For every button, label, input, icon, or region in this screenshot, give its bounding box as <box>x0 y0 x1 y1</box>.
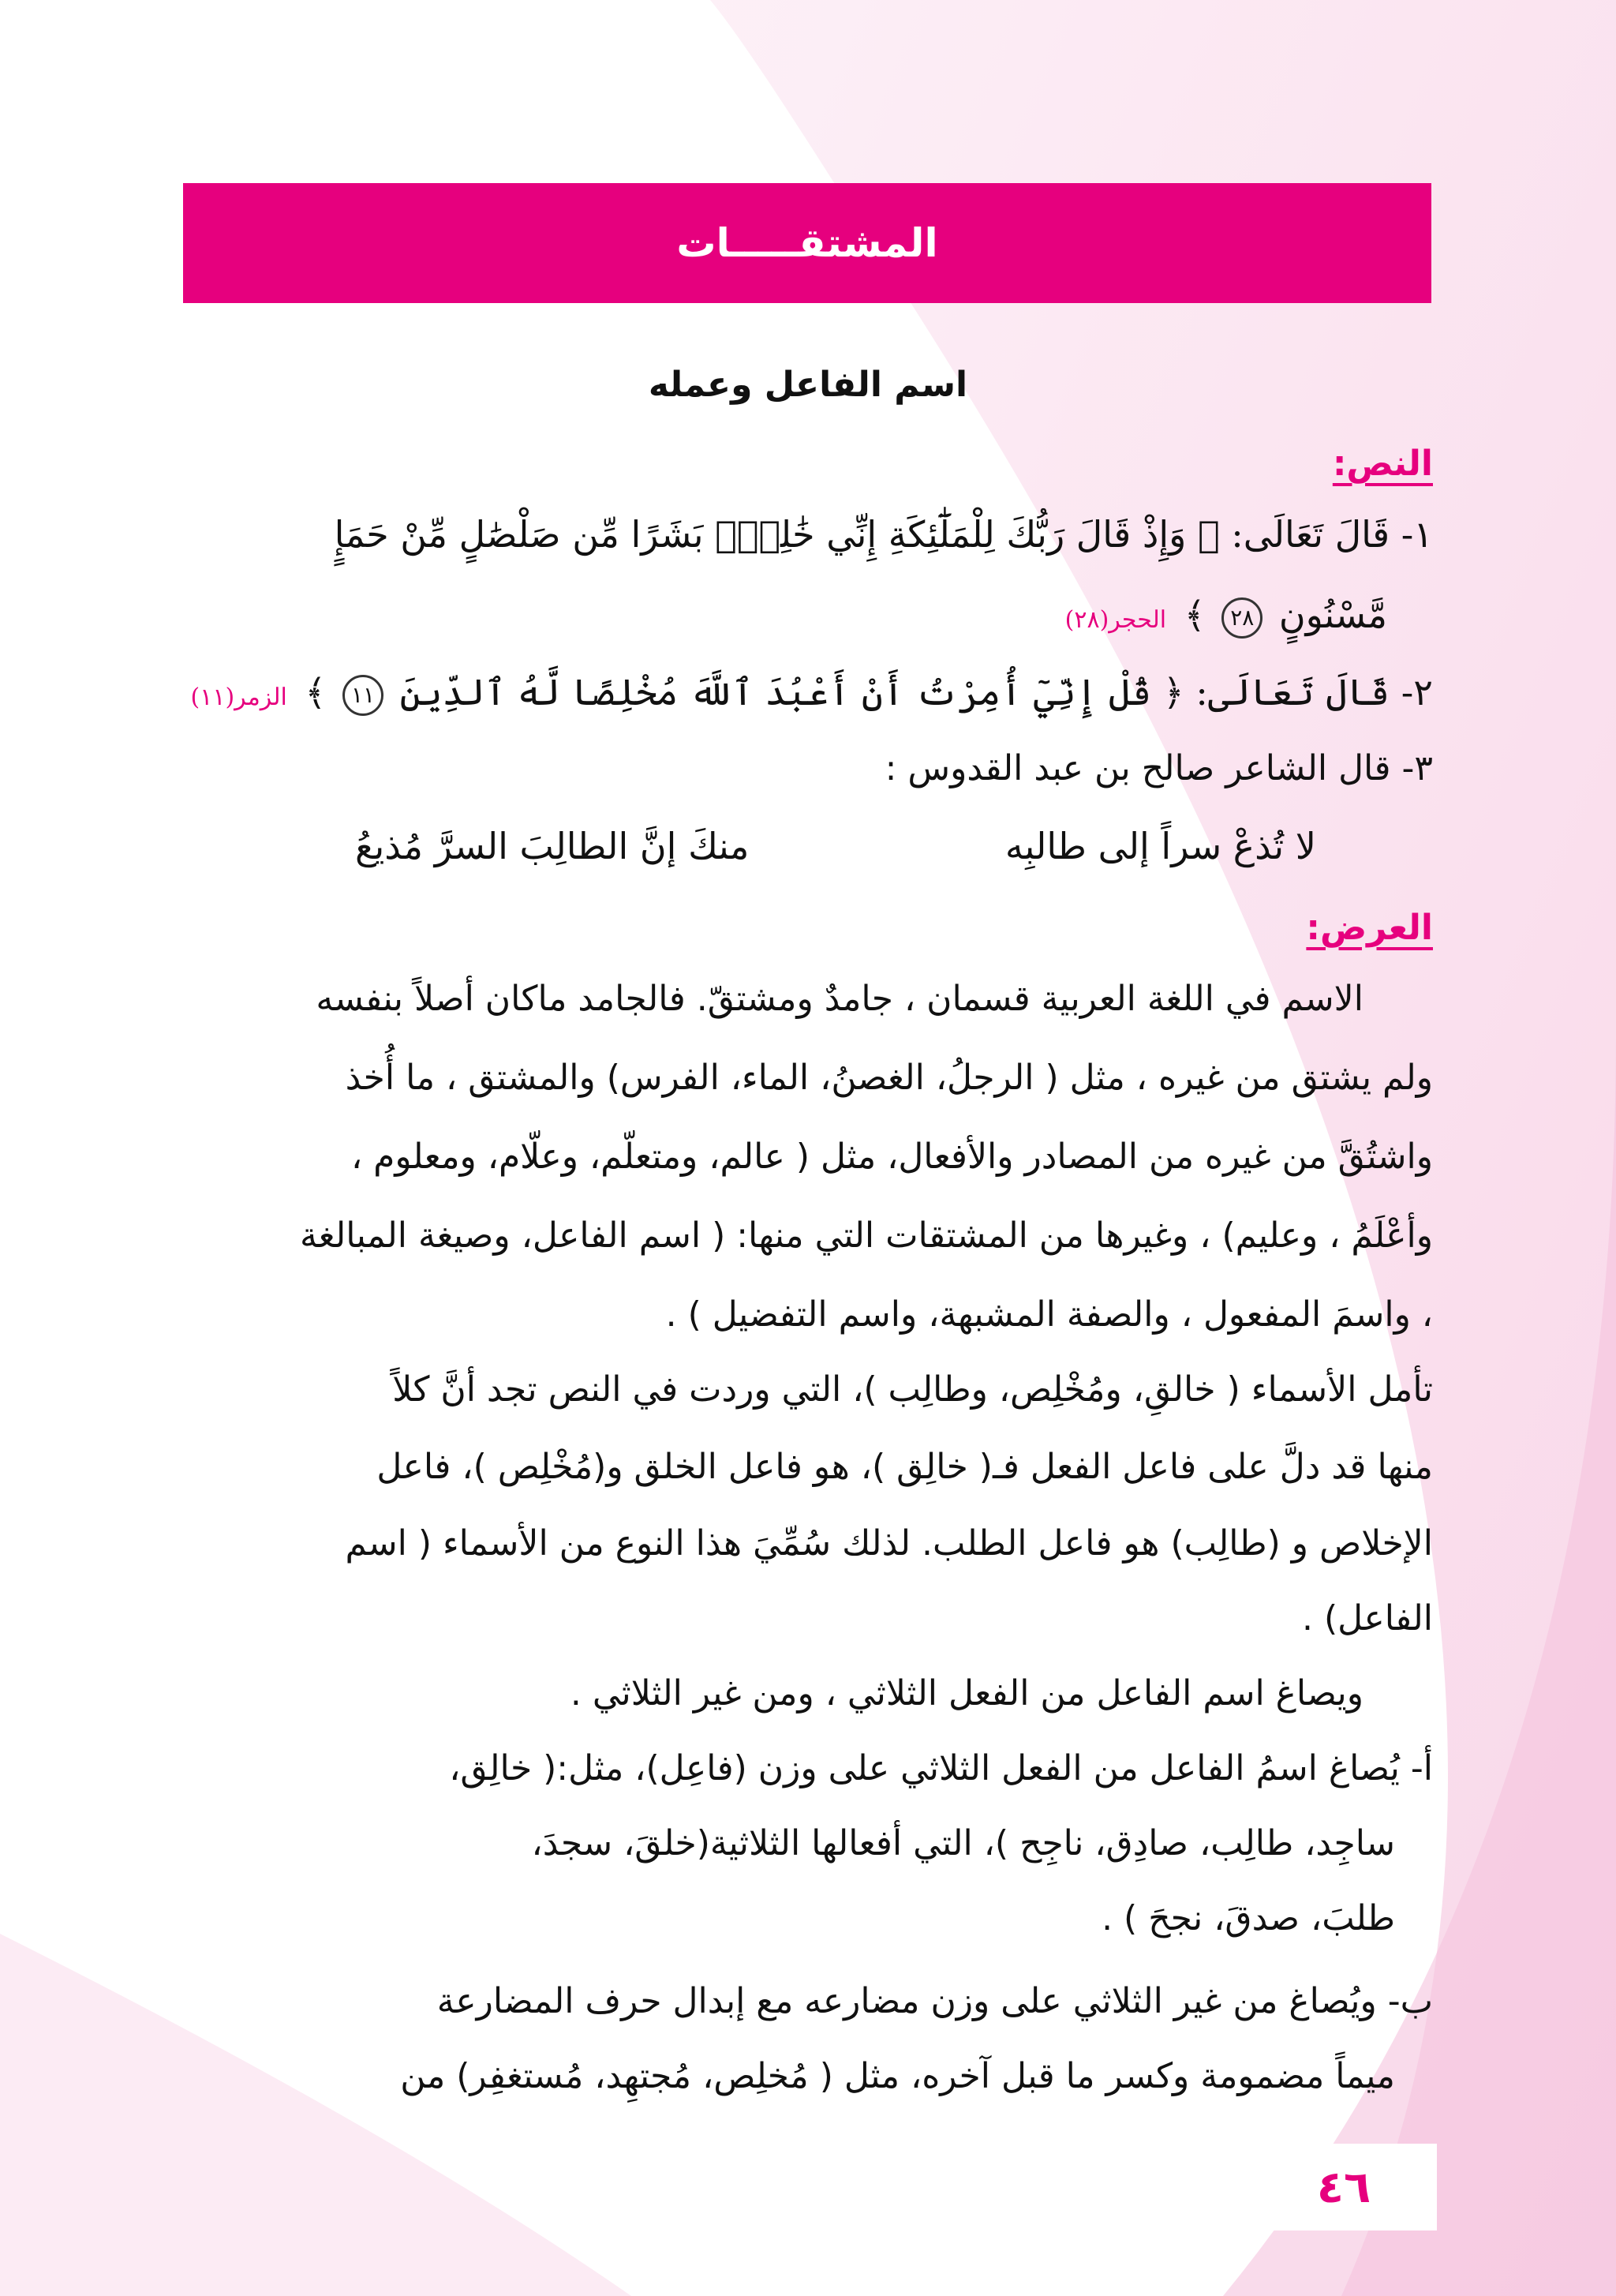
page-number: ٤٦ <box>1316 2161 1371 2213</box>
ayah-number-marker: ١١ <box>342 675 383 716</box>
list-item-b-cont: ميماً مضمومة وكسر ما قبل آخره، مثل ( مُخلِص، مُجتهِد، مُستغفِر) من <box>400 2056 1395 2096</box>
lesson-subtitle: اسم الفاعل وعمله <box>648 365 968 405</box>
item1-prefix: ١- قَالَ تَعَالَى: <box>1231 513 1433 556</box>
list-item-a: أ- يُصاغ اسمُ الفاعل من الفعل الثلاثي على وزن (فاعِل)، مثل:( خالِق، <box>449 1748 1433 1788</box>
poet-intro: ٣- قال الشاعر صالح بن عبد القدوس : <box>885 748 1433 788</box>
item2-prefix: ٢- قَالَ تَعَالَى: <box>1195 671 1433 714</box>
surah-reference: الزمر(١١) <box>190 684 287 711</box>
page-title: المشتقـــــات <box>676 220 938 266</box>
paragraph-line: تأمل الأسماء ( خالقِ، ومُخْلِص، وطالِب )، التي وردت في النص تجد أنَّ كلاً <box>392 1369 1433 1410</box>
verse-hemistich-1: لا تُذعْ سراً إلى طالبِه <box>1004 825 1316 867</box>
quran-verse-1-line-1 <box>335 513 1433 556</box>
quran-verse-1-line-2 <box>1065 594 1387 639</box>
quran-verse-2 <box>190 671 1433 716</box>
poetry-verse <box>355 825 1316 872</box>
paragraph-line: ولم يشتق من غيره ، مثل ( الرجلُ، الغصنُ، الماء، الفرس) والمشتق ، ما أُخذ <box>345 1058 1433 1098</box>
section-heading-text: النص: <box>1332 444 1433 484</box>
page-number-box <box>1251 2144 1437 2230</box>
paragraph-line: الاسم في اللغة العربية قسمان ، جامدٌ ومشتقّ. فالجامد ماكان أصلاً بنفسه <box>316 979 1364 1019</box>
surah-reference: الحجر(٢٨) <box>1064 606 1167 634</box>
verse-hemistich-2: منكَ إنَّ الطالِبَ السرَّ مُذيعُ <box>355 825 750 867</box>
paragraph-line: الفاعل) . <box>1301 1598 1433 1639</box>
paragraph-line: وأعْلَمُ ، وعليم) ، وغيرها من المشتقات التي منها: ( اسم الفاعل، وصيغة المبالغة <box>300 1215 1433 1256</box>
quran-close-bracket: ﴾ <box>305 671 327 714</box>
paragraph-line: الإخلاص و (طالِب) هو فاعل الطلب. لذلك سُمِّيَ هذا النوع من الأسماء ( اسم <box>345 1523 1433 1564</box>
ayah-number-marker: ٢٨ <box>1221 597 1262 639</box>
list-item-a-cont: ساجِد، طالِب، صادِق، ناجِح )، التي أفعالها الثلاثية(خلقَ، سجدَ، <box>531 1823 1395 1863</box>
list-item-b: ب- ويُصاغ من غير الثلاثي على وزن مضارعه مع إبدال حرف المضارعة <box>436 1981 1433 2021</box>
title-banner <box>183 183 1431 303</box>
paragraph-line: ، واسمَ المفعول ، والصفة المشبهة، واسم التفضيل ) . <box>665 1294 1433 1335</box>
item2-text: ﴿ قُلْ إِنِّيٓ أُمِرْتُ أَنْ أَعْبُدَ ٱللَّهَ مُخْلِصًا لَّهُ ٱلدِّينَ <box>399 671 1184 714</box>
paragraph-line: منها قد دلَّ على فاعل الفعل فـ( خالِق )، هو فاعل الخلق و(مُخْلِص )، فاعل <box>376 1447 1433 1487</box>
section-heading-presentation: العرض: <box>1306 908 1433 948</box>
item1-text: ﴿ وَإِذْ قَالَ رَبُّكَ لِلْمَلَٰٓئِكَةِ إِنِّي خَٰلِقٌۢ بَشَرًا مِّن صَلْصَٰلٍ مِّنْ حَمَإٍ <box>334 513 1220 556</box>
paragraph-line: ويصاغ اسم الفاعل من الفعل الثلاثي ، ومن غير الثلاثي . <box>570 1673 1364 1714</box>
list-item-a-cont: طلبَ، صدقَ، نجحَ ) . <box>1102 1898 1395 1938</box>
paragraph-line: واشتُقَّ من غيره من المصادر والأفعال، مثل ( عالم، ومتعلّم، وعلّام، ومعلوم ، <box>350 1137 1433 1177</box>
item1-text-cont: مَّسْنُونٍ <box>1278 594 1387 636</box>
quran-close-bracket: ﴾ <box>1184 594 1206 636</box>
